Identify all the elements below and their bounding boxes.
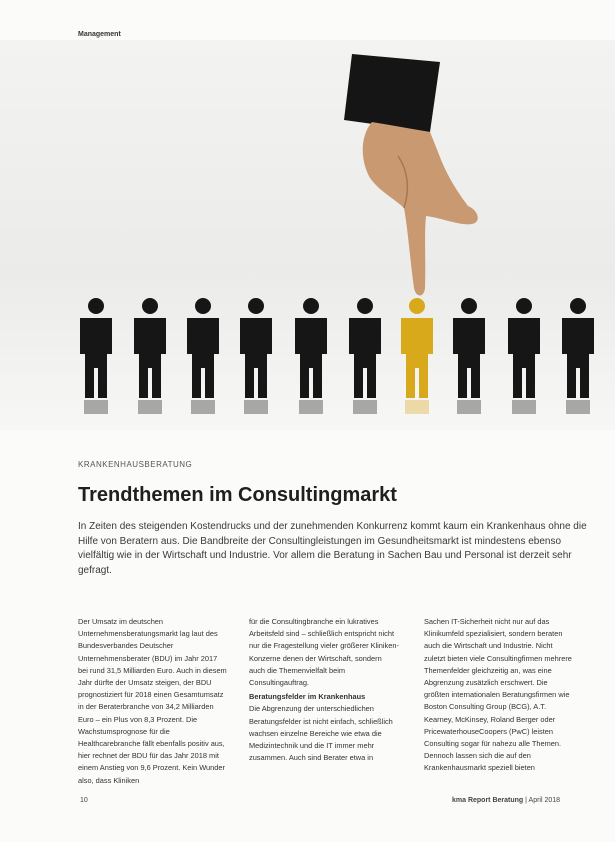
body-paragraph: Die Abgrenzung der unterschiedlichen Beratungsfelder ist nicht einfach, schließlich wachsen einzelne Bereiche wie etwa die Medizintechnik und die IT immer mehr zusammen. Auch sind Berater etwa in: [249, 704, 393, 763]
body-paragraph: Sachen IT-Sicherheit nicht nur auf das Klinikumfeld spezialisiert, sondern beraten auch die Wirtschaft und Industrie. Nicht zuletzt bieten viele Consultingfirmen mehrere Themenfelder gleichzeitig an, was eine Abgrenzung zusätzlich erschwert. Die größten internationalen Beratungsfirmen wie Boston Consulting Group (BCG), A.T. Kearney, McKinsey, Roland Berger oder PricewaterhouseCoopers (PwC) leisten Consulting sogar für nahezu alle Themen. Dennoch lassen sich die auf den Krankenhausmarkt speziell bieten: [424, 617, 572, 773]
highlighted-person-figure: [401, 298, 433, 414]
subheading: Beratungsfelder im Krankenhaus: [249, 692, 366, 702]
person-figure: [80, 298, 112, 414]
hero-illustration: [0, 40, 615, 430]
figure-row: [80, 298, 594, 414]
footer-separator: |: [525, 797, 527, 804]
article-rubric: KRANKENHAUSBERATUNG: [78, 460, 193, 469]
pointing-hand: [363, 122, 478, 296]
person-figure: [240, 298, 272, 414]
issue-date: April 2018: [528, 797, 561, 804]
body-column-1: [78, 616, 228, 787]
sleeve: [344, 54, 440, 132]
person-figure: [562, 298, 594, 414]
body-paragraph: für die Consultingbranche ein lukratives Arbeitsfeld sind – schließlich entspricht nicht nur die Fragestellung vieler größerer Kliniken-Konzerne denen der Wirtschaft, sondern auch die Themenvielfalt beim Consultingauftrag.: [249, 617, 399, 688]
person-figure: [295, 298, 327, 414]
person-figure: [187, 298, 219, 414]
body-column-2: [249, 616, 399, 764]
section-label: Management: [78, 31, 121, 38]
article-headline: Trendthemen im Consultingmarkt: [78, 484, 397, 506]
person-figure: [508, 298, 540, 414]
journal-footer: [452, 797, 560, 804]
article-lead: In Zeiten des steigenden Kostendrucks und der zunehmenden Konkurrenz kommt kaum ein Krankenhaus ohne die Hilfe von Beratern aus. Die Bandbreite der Consultingleistungen im Gesundheitsmarkt ist mindestens ebenso vielfältig wie in der Wirtschaft und Industrie. Vor allem die Beratung in Sachen Bau und Personal ist derzeit sehr gefragt.: [78, 521, 587, 576]
body-paragraph: Der Umsatz im deutschen Unternehmensberatungsmarkt lag laut des Bundesverbandes Deutscher Unternehmensberater (BDU) im Jahr 2017 bei rund 31,5 Milliarden Euro. Auch in diesem Jahr dürfte der Umsatz steigen, der BDU prognostiziert für 2018 einen Gesamtumsatz in der Beraterbranche von 34,2 Milliarden Euro – ein Plus von 8,3 Prozent. Die Wachstumsprognose für die Healthcarebranche fällt ebenfalls positiv aus, hier rechnet der BDU für das Jahr 2018 mit einem Anstieg von 9,6 Prozent. Kein Wunder also, dass Kliniken: [78, 617, 227, 785]
person-figure: [134, 298, 166, 414]
page-number: 10: [80, 797, 88, 804]
person-figure: [349, 298, 381, 414]
body-column-3: [424, 616, 574, 775]
journal-name: kma Report Beratung: [452, 797, 524, 804]
person-figure: [453, 298, 485, 414]
hero-graphic: [0, 40, 615, 430]
